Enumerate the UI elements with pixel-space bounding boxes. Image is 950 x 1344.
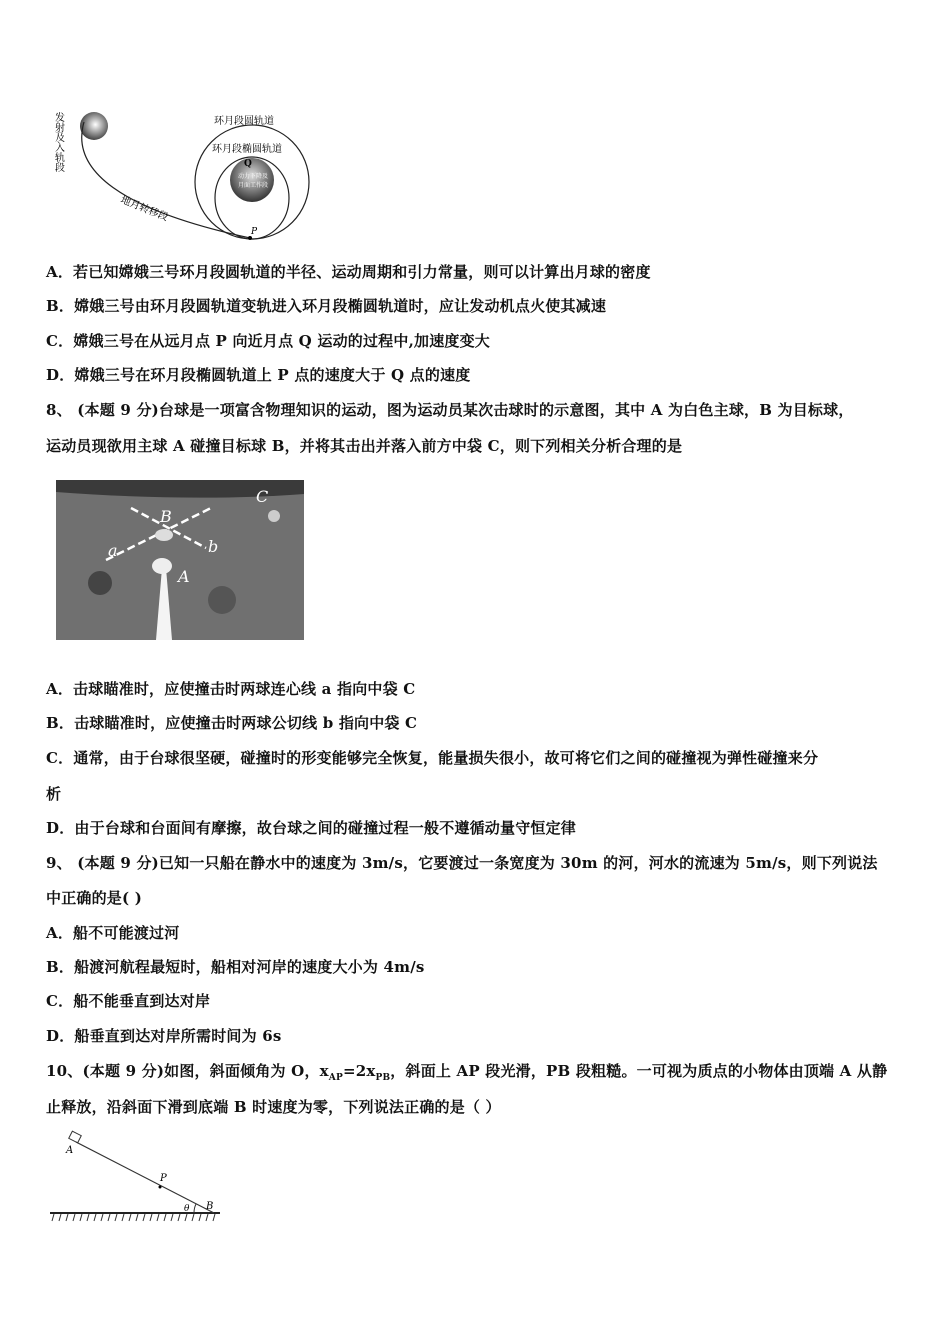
transfer-label: 地月转移段 (118, 194, 170, 224)
q9-option-c: C．船不能垂直到达对岸 (46, 992, 211, 1010)
earth (80, 112, 108, 140)
svg-text:B: B (206, 1201, 214, 1212)
svg-text:θ: θ (184, 1204, 190, 1214)
incline-figure (44, 1125, 234, 1225)
launch-label: 发射及入轨段 (52, 112, 64, 172)
svg-text:A: A (66, 1145, 74, 1156)
q8-stem-line1: 8、 (本题 9 分)台球是一项富含物理知识的运动，图为运动员某次击球时的示意图，其中 A 为白色主球，B 为目标球， (46, 401, 854, 419)
svg-text:C: C (256, 487, 269, 506)
svg-text:b: b (208, 537, 219, 556)
orbit-diagram (40, 90, 320, 250)
q8-stem-line2: 运动员现欲用主球 A 碰撞目标球 B，并将其击出并落入前方中袋 C，则下列相关分析合理的是 (46, 437, 683, 455)
circle-orbit-label: 环月段圆轨道 (214, 116, 274, 127)
p-label: P (251, 227, 258, 237)
svg-text:P: P (160, 1173, 167, 1184)
q8-option-a: A．击球瞄准时，应使撞击时两球连心线 a 指向中袋 C (46, 680, 416, 698)
q8-option-c: C．通常，由于台球很坚硬，碰撞时的形变能够完全恢复，能量损失很小，故可将它们之间的碰撞视为弹性碰撞来分 (46, 749, 819, 767)
q7-option-b: B．嫦娥三号由环月段圆轨道变轨进入环月段椭圆轨道时，应让发动机点火使其减速 (46, 297, 607, 315)
svg-text:A: A (178, 567, 190, 586)
q9-option-b: B．船渡河航程最短时，船相对河岸的速度大小为 4m/s (46, 958, 425, 976)
q7-option-a: A．若已知嫦娥三号环月段圆轨道的半径、运动周期和引力常量，则可以计算出月球的密度 (46, 263, 651, 281)
q8-option-d: D．由于台球和台面间有摩擦，故台球之间的碰撞过程一般不遵循动量守恒定律 (46, 819, 577, 837)
q9-option-d: D．船垂直到达对岸所需时间为 6s (46, 1027, 282, 1045)
moon (230, 158, 274, 202)
ellipse-orbit-label: 环月段椭圆轨道 (212, 144, 282, 155)
q9-stem-line2: 中正确的是( ) (46, 889, 143, 907)
q10-stem-line1: 10、(本题 9 分)如图，斜面倾角为 O，$x_{AP}=2x_{PB}$，斜面上 AP 段光滑，PB 段粗糙。一可视为质点的小物体由顶端 A 从静 (46, 1062, 888, 1083)
q9-option-a: A．船不可能渡过河 (46, 924, 180, 942)
svg-text:B: B (160, 507, 172, 526)
q7-option-c: C．嫦娥三号在从远月点 P 向近月点 Q 运动的过程中,加速度变大 (46, 332, 490, 350)
billiards-figure (56, 480, 304, 640)
q-label: Q (244, 159, 252, 169)
q8-option-b: B．击球瞄准时，应使撞击时两球公切线 b 指向中袋 C (46, 714, 418, 732)
q8-option-c-cont: 析 (46, 785, 62, 803)
q9-stem-line1: 9、 (本题 9 分)已知一只船在静水中的速度为 3m/s，它要渡过一条宽度为 30m 的河，河水的流速为 5m/s，则下列说法 (46, 854, 878, 872)
q10-stem-line2: 止释放，沿斜面下滑到底端 B 时速度为零，下列说法正确的是（ ） (46, 1098, 501, 1116)
svg-text:a: a (108, 541, 118, 560)
svg-text:月面工作段: 月面工作段 (238, 182, 269, 189)
q7-option-d: D．嫦娥三号在环月段椭圆轨道上 P 点的速度大于 Q 点的速度 (46, 366, 471, 384)
svg-text:动力下降及: 动力下降及 (238, 173, 269, 180)
